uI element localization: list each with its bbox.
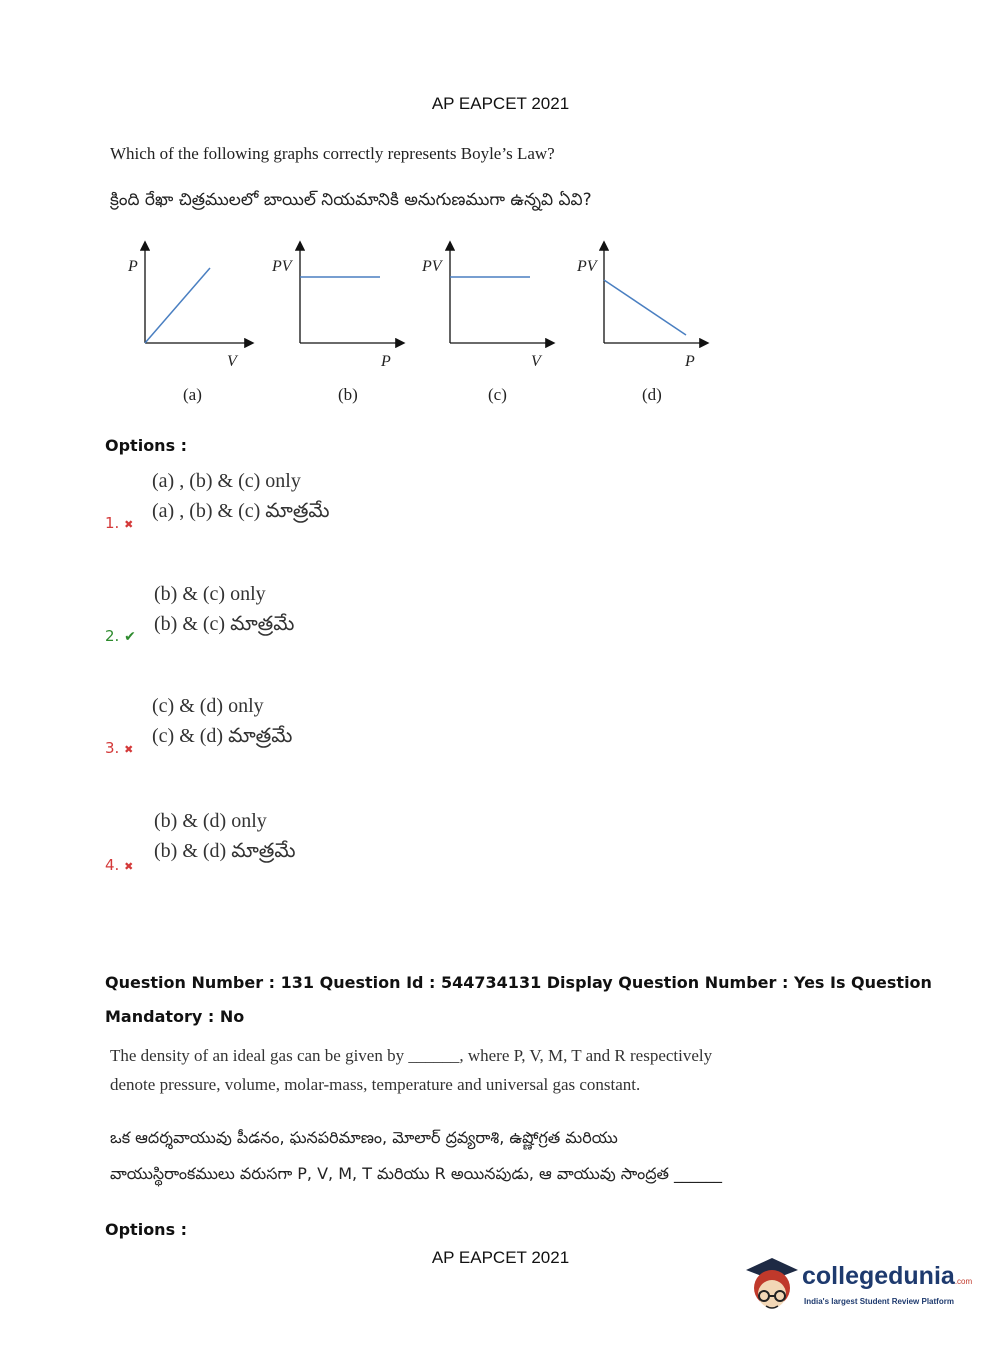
question-telugu: క్రింది రేఖా చిత్రములలో బాయిల్ నియమానికి అనుగుణముగా ఉన్నవి ఏవి? <box>110 190 592 210</box>
option-4-number <box>105 856 133 874</box>
graph-a-ylabel: P <box>128 258 138 275</box>
options-label-131: Options : <box>105 1220 188 1239</box>
graph-a-xlabel: V <box>227 353 237 370</box>
graph-d-xlabel: P <box>685 353 695 370</box>
option-3-number <box>105 739 133 757</box>
question-131-en-line1: The density of an ideal gas can be given by ______, where P, V, M, T and R respectively <box>110 1046 713 1065</box>
graph-a <box>127 243 252 404</box>
option-1-number <box>105 514 133 532</box>
graph-b-xlabel: P <box>381 353 391 370</box>
graph-b <box>271 243 403 404</box>
graph-d-line <box>604 280 686 335</box>
brand-suffix: .com <box>954 1277 973 1286</box>
mascot-icon <box>742 1252 800 1314</box>
graph-d <box>576 243 707 404</box>
check-icon: ✔ <box>124 629 136 645</box>
page-header: AP EAPCET 2021 <box>431 94 570 113</box>
question-meta-line2: Mandatory : No <box>105 1007 245 1026</box>
options-label: Options : <box>105 436 188 455</box>
option-2-en: (b) & (c) only <box>154 583 266 605</box>
page-footer: AP EAPCET 2021 <box>431 1248 570 1267</box>
option-4-num-text: 4. <box>105 856 120 874</box>
question-131-te-line1: ఒక ఆదర్శవాయువు పీడనం, ఘనపరిమాణం, మోలార్ ద్రవ్యరాశి, ఉష్ణోగ్రత మరియు <box>110 1128 618 1147</box>
option-3-en: (c) & (d) only <box>152 695 264 717</box>
graph-b-caption: (b) <box>338 385 358 404</box>
brand-tagline: India's largest Student Review Platform <box>804 1297 954 1306</box>
graph-d-ylabel: PV <box>577 258 597 275</box>
graph-b-ylabel: PV <box>272 258 292 275</box>
collegedunia-logo[interactable] <box>742 1248 972 1318</box>
option-4-te: (b) & (d) మాత్రమే <box>154 840 296 862</box>
question-meta <box>105 966 932 1034</box>
graph-c-xlabel: V <box>531 353 541 370</box>
question-131-english <box>110 1041 712 1099</box>
cross-icon: ✖ <box>124 860 134 873</box>
question-131-telugu <box>110 1120 722 1192</box>
option-2-te: (b) & (c) మాత్రమే <box>154 613 295 635</box>
graph-a-line <box>145 268 210 343</box>
option-4-en: (b) & (d) only <box>154 810 267 832</box>
cross-icon: ✖ <box>124 743 134 756</box>
brand-name <box>802 1262 972 1291</box>
graph-c-ylabel: PV <box>422 258 442 275</box>
graph-c-caption: (c) <box>488 385 507 404</box>
graph-a-caption: (a) <box>183 385 202 404</box>
option-1-en: (a) , (b) & (c) only <box>152 470 301 492</box>
question-131-te-line2: వాయుస్థిరాంకములు వరుసగా P, V, M, T మరియు R అయినపుడు, ఆ వాయువు సాంద్రత ______ <box>110 1164 723 1183</box>
brand-text: collegedunia <box>802 1262 955 1290</box>
cross-icon: ✖ <box>124 518 134 531</box>
option-3-num-text: 3. <box>105 739 120 757</box>
option-3-te: (c) & (d) మాత్రమే <box>152 725 293 747</box>
option-2-number <box>105 627 136 645</box>
question-meta-line1: Question Number : 131 Question Id : 544734131 Display Question Number : Yes Is Question <box>105 973 932 992</box>
boyles-law-graphs <box>110 238 730 413</box>
option-1-te: (a) , (b) & (c) మాత్రమే <box>152 500 330 522</box>
question-english: Which of the following graphs correctly represents Boyle’s Law? <box>110 144 555 163</box>
question-131-en-line2: denote pressure, volume, molar-mass, temperature and universal gas constant. <box>110 1075 641 1094</box>
graph-c <box>421 243 553 404</box>
option-1-num-text: 1. <box>105 514 120 532</box>
graph-d-caption: (d) <box>642 385 662 404</box>
option-2-num-text: 2. <box>105 627 120 645</box>
